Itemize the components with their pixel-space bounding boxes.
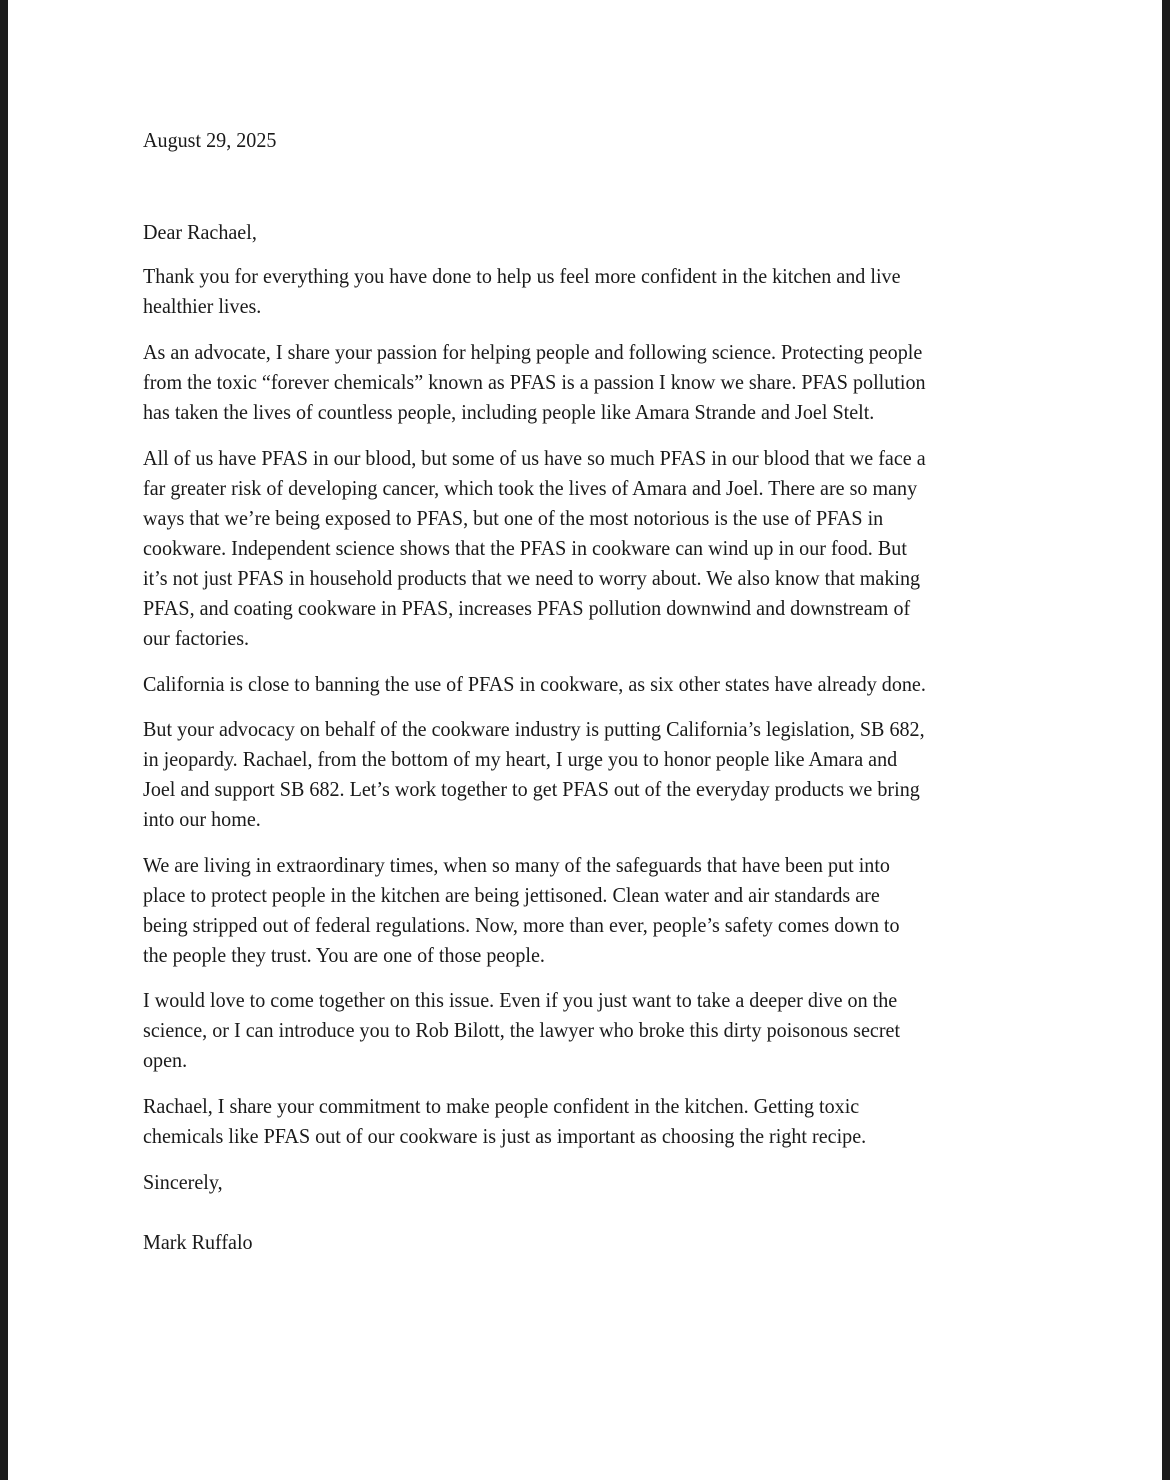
paragraph-line: All of us have PFAS in our blood, but some of us have so much PFAS in our blood that we face a	[143, 446, 926, 470]
paragraph-1	[143, 261, 901, 321]
paragraph-line: healthier lives.	[143, 294, 262, 318]
paragraph-8	[143, 1091, 866, 1151]
paragraph-line: from the toxic “forever chemicals” known as PFAS is a passion I know we share. PFAS pollution	[143, 370, 926, 394]
paragraph-3	[143, 443, 926, 653]
paragraph-line: cookware. Independent science shows that the PFAS in cookware can wind up in our food. But	[143, 536, 907, 560]
paragraph-line: Thank you for everything you have done to help us feel more confident in the kitchen and live	[143, 264, 901, 288]
paragraph-line: has taken the lives of countless people, including people like Amara Strande and Joel Stelt.	[143, 400, 875, 424]
salutation: Dear Rachael,	[143, 220, 257, 244]
paragraph-line: California is close to banning the use of PFAS in cookware, as six other states have already done.	[143, 672, 926, 696]
paragraph-line: As an advocate, I share your passion for helping people and following science. Protecting people	[143, 340, 923, 364]
signature: Mark Ruffalo	[143, 1230, 253, 1254]
paragraph-line: I would love to come together on this issue. Even if you just want to take a deeper dive on the	[143, 988, 898, 1012]
paragraph-line: ways that we’re being exposed to PFAS, but one of the most notorious is the use of PFAS in	[143, 506, 884, 530]
paragraph-line: far greater risk of developing cancer, which took the lives of Amara and Joel. There are so many	[143, 476, 918, 500]
letter-page	[8, 0, 1162, 1480]
paragraph-line: open.	[143, 1048, 188, 1072]
paragraph-line: But your advocacy on behalf of the cookware industry is putting California’s legislation, SB 682,	[143, 717, 925, 741]
paragraph-line: Rachael, I share your commitment to make people confident in the kitchen. Getting toxic	[143, 1094, 860, 1118]
paragraph-line: Joel and support SB 682. Let’s work together to get PFAS out of the everyday products we bring	[143, 777, 920, 801]
paragraph-line: being stripped out of federal regulations. Now, more than ever, people’s safety comes down to	[143, 913, 900, 937]
paragraph-4	[143, 669, 926, 699]
paragraph-line: it’s not just PFAS in household products that we need to worry about. We also know that making	[143, 566, 921, 590]
paragraph-5	[143, 714, 925, 834]
paragraph-6	[143, 850, 900, 970]
paragraph-line: our factories.	[143, 626, 250, 650]
closing: Sincerely,	[143, 1170, 223, 1194]
paragraph-line: in jeopardy. Rachael, from the bottom of my heart, I urge you to honor people like Amara and	[143, 747, 898, 771]
paragraph-line: PFAS, and coating cookware in PFAS, increases PFAS pollution downwind and downstream of	[143, 596, 911, 620]
paragraph-line: We are living in extraordinary times, when so many of the safeguards that have been put into	[143, 853, 890, 877]
paragraph-line: chemicals like PFAS out of our cookware is just as important as choosing the right recipe.	[143, 1124, 867, 1148]
paragraph-line: science, or I can introduce you to Rob Bilott, the lawyer who broke this dirty poisonous secret	[143, 1018, 901, 1042]
paragraph-7	[143, 985, 900, 1075]
paragraph-2	[143, 337, 926, 427]
paragraph-line: the people they trust. You are one of those people.	[143, 943, 545, 967]
paragraph-line: into our home.	[143, 807, 261, 831]
paragraph-line: place to protect people in the kitchen are being jettisoned. Clean water and air standards are	[143, 883, 880, 907]
letter-date: August 29, 2025	[143, 128, 277, 152]
